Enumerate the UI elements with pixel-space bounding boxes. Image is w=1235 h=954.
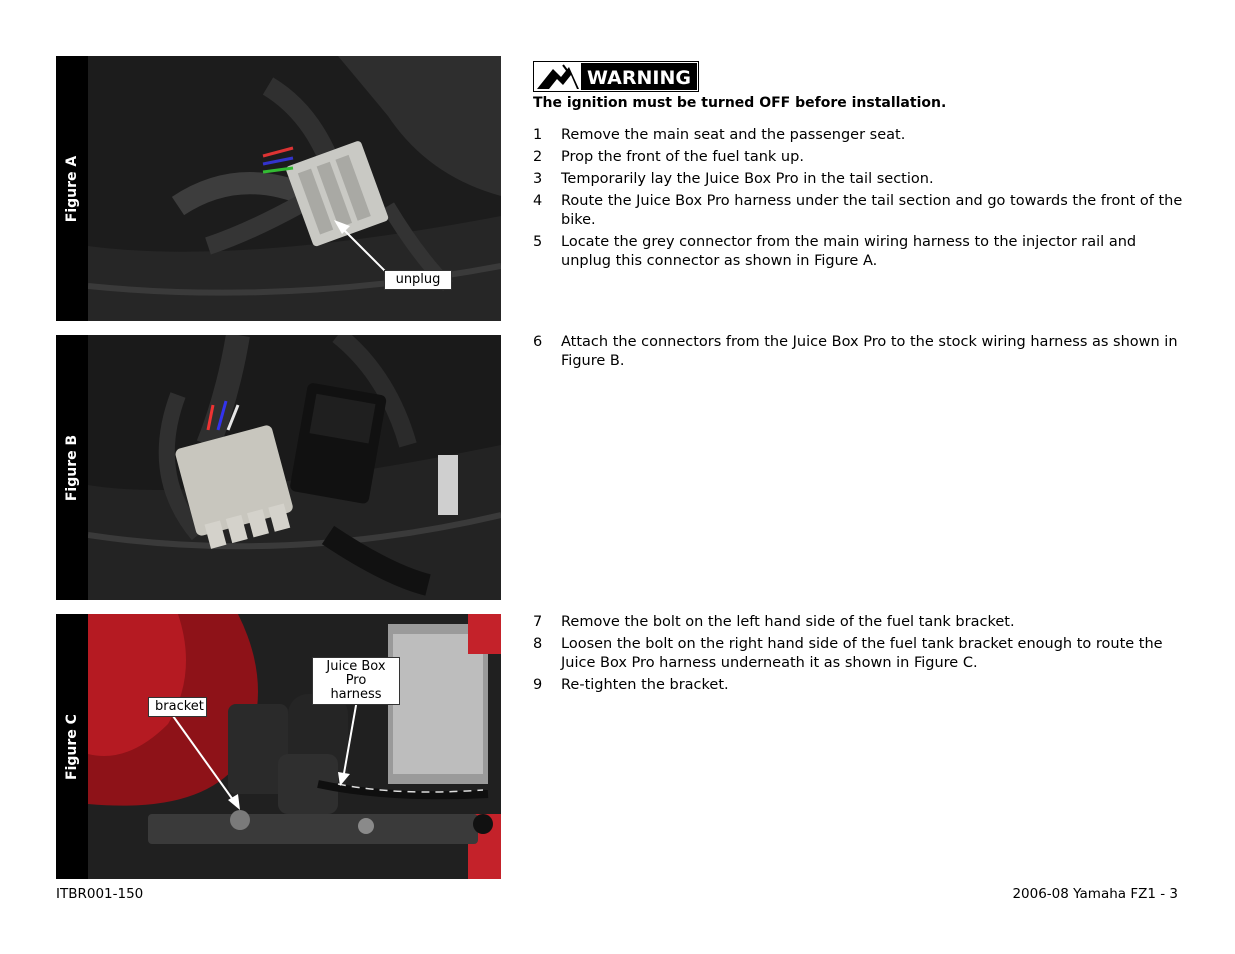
step-number: 1 (533, 127, 543, 143)
figure-a (56, 56, 501, 321)
figure-c-photo (88, 614, 501, 879)
figure-c-label-bar (56, 614, 88, 879)
footer-doc-id: ITBR001-150 (56, 886, 144, 902)
step-item (533, 192, 1183, 230)
step-number: 2 (533, 149, 543, 165)
step-text: Prop the front of the fuel tank up. (561, 149, 804, 165)
callout-juice-box-pro-harness: Juice Box Pro harness (312, 657, 400, 705)
figure-b-label: Figure B (64, 434, 80, 501)
figure-c (56, 614, 501, 879)
step-text: Locate the grey connector from the main wiring harness to the injector rail and unplug this connector as shown in Figure A. (561, 234, 1137, 269)
figure-c-label: Figure C (64, 713, 80, 780)
step-item (533, 170, 1183, 189)
figure-b-label-bar (56, 335, 88, 600)
figure-a-label-bar (56, 56, 88, 321)
step-text: Re-tighten the bracket. (561, 677, 729, 693)
figure-b (56, 335, 501, 600)
warning-badge (533, 61, 701, 97)
step-item (533, 126, 1183, 145)
step-number: 6 (533, 334, 543, 350)
step-item (533, 635, 1183, 673)
step-number: 7 (533, 614, 543, 630)
step-number: 4 (533, 193, 543, 209)
step-text: Remove the main seat and the passenger seat. (561, 127, 906, 143)
footer-page-info: 2006-08 Yamaha FZ1 - 3 (1012, 886, 1178, 902)
step-text: Loosen the bolt on the right hand side of the fuel tank bracket enough to route the Juice Box Pro harness underneath it as shown in Figure C. (561, 636, 1163, 671)
callout-bracket: bracket (148, 697, 207, 717)
steps-list-2 (533, 333, 1183, 374)
steps-list-1 (533, 126, 1183, 274)
step-item (533, 333, 1183, 371)
step-number: 9 (533, 677, 543, 693)
step-number: 8 (533, 636, 543, 652)
warning-badge-text: WARNING (587, 67, 691, 89)
step-number: 3 (533, 171, 543, 187)
figure-b-photo (88, 335, 501, 600)
step-text: Attach the connectors from the Juice Box Pro to the stock wiring harness as shown in Figure B. (561, 334, 1178, 369)
step-text: Temporarily lay the Juice Box Pro in the tail section. (561, 171, 934, 187)
steps-list-3 (533, 613, 1183, 698)
step-text: Remove the bolt on the left hand side of the fuel tank bracket. (561, 614, 1015, 630)
warning-icon (533, 61, 701, 93)
warning-text: The ignition must be turned OFF before installation. (533, 95, 947, 111)
step-number: 5 (533, 234, 543, 250)
step-text: Route the Juice Box Pro harness under the tail section and go towards the front of the bike. (561, 193, 1183, 228)
figure-a-label: Figure A (64, 155, 80, 222)
step-item (533, 613, 1183, 632)
step-item (533, 148, 1183, 167)
callout-unplug: unplug (384, 270, 452, 290)
step-item (533, 233, 1183, 271)
step-item (533, 676, 1183, 695)
